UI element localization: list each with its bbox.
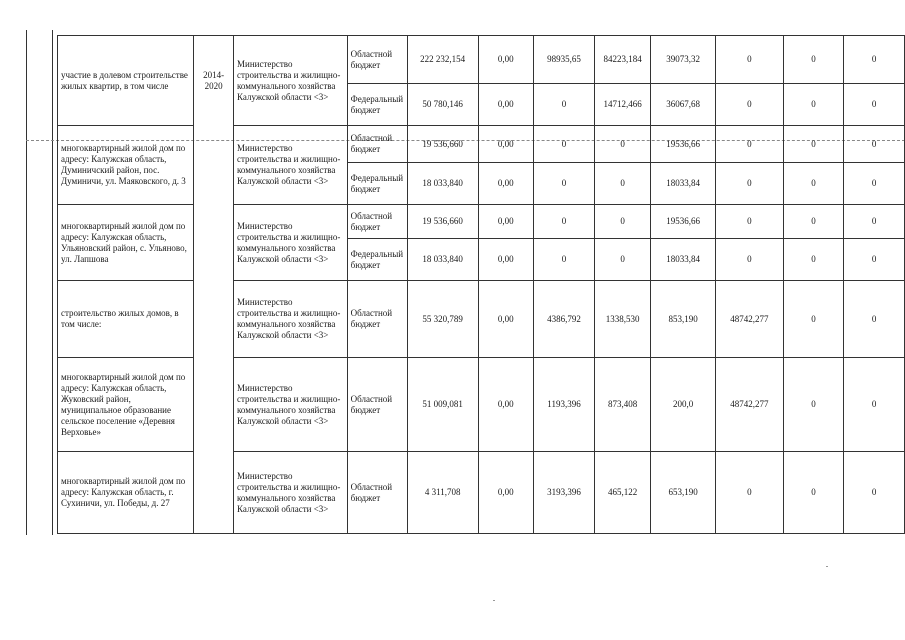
amount-cell: 39073,32 <box>650 36 715 84</box>
amount-cell: 0 <box>844 281 905 358</box>
amount-cell: 51 009,081 <box>407 358 478 452</box>
funding-source-cell: Федеральный бюджет <box>347 84 407 126</box>
left-inner-line <box>52 30 53 535</box>
funding-source-cell: Областной бюджет <box>347 281 407 358</box>
amount-cell: 0,00 <box>478 239 533 281</box>
executor-cell: Министерство строительства и жилищно-коммунального хозяйства Калужской области <3> <box>234 452 348 534</box>
amount-cell: 0,00 <box>478 36 533 84</box>
amount-cell: 0 <box>783 358 844 452</box>
amount-cell: 0 <box>716 84 783 126</box>
amount-cell: 200,0 <box>650 358 715 452</box>
object-name-cell: участие в долевом строительстве жилых квартир, в том числе <box>58 36 194 126</box>
amount-cell: 0 <box>783 452 844 534</box>
budget-table <box>57 35 905 534</box>
table-row <box>58 205 905 239</box>
amount-cell: 19536,66 <box>650 205 715 239</box>
amount-cell: 0 <box>844 84 905 126</box>
amount-cell: 873,408 <box>595 358 651 452</box>
amount-cell: 0 <box>783 163 844 205</box>
amount-cell: 0 <box>595 239 651 281</box>
object-name-cell: строительство жилых домов, в том числе: <box>58 281 194 358</box>
object-name-cell: многоквартирный жилой дом по адресу: Калужская область, Думиничский район, пос. Думиничи, ул. Маяковского, д. 3 <box>58 126 194 205</box>
amount-cell: 1193,396 <box>533 358 594 452</box>
amount-cell: 0,00 <box>478 358 533 452</box>
amount-cell: 0 <box>716 239 783 281</box>
funding-source-cell: Областной бюджет <box>347 126 407 163</box>
amount-cell: 0,00 <box>478 452 533 534</box>
amount-cell: 0 <box>533 163 594 205</box>
funding-source-cell: Федеральный бюджет <box>347 239 407 281</box>
amount-cell: 0 <box>783 36 844 84</box>
amount-cell: 0 <box>844 452 905 534</box>
amount-cell: 465,122 <box>595 452 651 534</box>
amount-cell: 0,00 <box>478 126 533 163</box>
amount-cell: 0,00 <box>478 205 533 239</box>
amount-cell: 0 <box>533 205 594 239</box>
scan-speck <box>826 566 828 567</box>
amount-cell: 50 780,146 <box>407 84 478 126</box>
amount-cell: 0 <box>783 281 844 358</box>
amount-cell: 1338,530 <box>595 281 651 358</box>
amount-cell: 0 <box>716 36 783 84</box>
amount-cell: 55 320,789 <box>407 281 478 358</box>
amount-cell: 0 <box>783 126 844 163</box>
amount-cell: 4 311,708 <box>407 452 478 534</box>
table-row <box>58 452 905 534</box>
table-row <box>58 36 905 84</box>
amount-cell: 653,190 <box>650 452 715 534</box>
amount-cell: 0 <box>716 205 783 239</box>
funding-source-cell: Областной бюджет <box>347 358 407 452</box>
amount-cell: 0 <box>844 205 905 239</box>
table-row <box>58 281 905 358</box>
executor-cell: Министерство строительства и жилищно-коммунального хозяйства Калужской области <3> <box>234 126 348 205</box>
scan-speck <box>493 600 495 601</box>
object-name-cell: многоквартирный жилой дом по адресу: Калужская область, г. Сухиничи, ул. Победы, д. 27 <box>58 452 194 534</box>
amount-cell: 0 <box>844 163 905 205</box>
amount-cell: 19 536,660 <box>407 205 478 239</box>
amount-cell: 0,00 <box>478 281 533 358</box>
table-row <box>58 126 905 163</box>
executor-cell: Министерство строительства и жилищно-коммунального хозяйства Калужской области <3> <box>234 281 348 358</box>
amount-cell: 0 <box>716 452 783 534</box>
amount-cell: 853,190 <box>650 281 715 358</box>
funding-source-cell: Областной бюджет <box>347 36 407 84</box>
amount-cell: 0 <box>844 358 905 452</box>
amount-cell: 0 <box>844 36 905 84</box>
amount-cell: 0 <box>783 205 844 239</box>
amount-cell: 0 <box>783 239 844 281</box>
table-row <box>58 358 905 452</box>
amount-cell: 0 <box>783 84 844 126</box>
amount-cell: 18033,84 <box>650 163 715 205</box>
amount-cell: 48742,277 <box>716 358 783 452</box>
amount-cell: 19536,66 <box>650 126 715 163</box>
executor-cell: Министерство строительства и жилищно-коммунального хозяйства Калужской области <3> <box>234 358 348 452</box>
funding-source-cell: Федеральный бюджет <box>347 163 407 205</box>
amount-cell: 48742,277 <box>716 281 783 358</box>
amount-cell: 0,00 <box>478 84 533 126</box>
amount-cell: 0 <box>716 126 783 163</box>
amount-cell: 14712,466 <box>595 84 651 126</box>
funding-source-cell: Областной бюджет <box>347 205 407 239</box>
left-margin-line <box>26 30 27 535</box>
period-cell: 2014-2020 <box>194 36 234 534</box>
amount-cell: 0 <box>716 163 783 205</box>
object-name-cell: многоквартирный жилой дом по адресу: Калужская область, Жуковский район, муниципальное образование сельское поселение «Деревня Верховье» <box>58 358 194 452</box>
amount-cell: 18033,84 <box>650 239 715 281</box>
amount-cell: 84223,184 <box>595 36 651 84</box>
executor-cell: Министерство строительства и жилищно-коммунального хозяйства Калужской области <3> <box>234 205 348 281</box>
amount-cell: 0 <box>844 239 905 281</box>
amount-cell: 18 033,840 <box>407 163 478 205</box>
amount-cell: 4386,792 <box>533 281 594 358</box>
amount-cell: 0,00 <box>478 163 533 205</box>
amount-cell: 0 <box>844 126 905 163</box>
amount-cell: 18 033,840 <box>407 239 478 281</box>
amount-cell: 0 <box>533 84 594 126</box>
amount-cell: 0 <box>533 239 594 281</box>
amount-cell: 222 232,154 <box>407 36 478 84</box>
amount-cell: 3193,396 <box>533 452 594 534</box>
amount-cell: 0 <box>595 205 651 239</box>
amount-cell: 0 <box>533 126 594 163</box>
amount-cell: 0 <box>595 163 651 205</box>
amount-cell: 98935,65 <box>533 36 594 84</box>
object-name-cell: многоквартирный жилой дом по адресу: Калужская область, Ульяновский район, с. Ульяново, ул. Лапшова <box>58 205 194 281</box>
amount-cell: 36067,68 <box>650 84 715 126</box>
amount-cell: 0 <box>595 126 651 163</box>
executor-cell: Министерство строительства и жилищно-коммунального хозяйства Калужской области <3> <box>234 36 348 126</box>
funding-source-cell: Областной бюджет <box>347 452 407 534</box>
amount-cell: 19 536,660 <box>407 126 478 163</box>
